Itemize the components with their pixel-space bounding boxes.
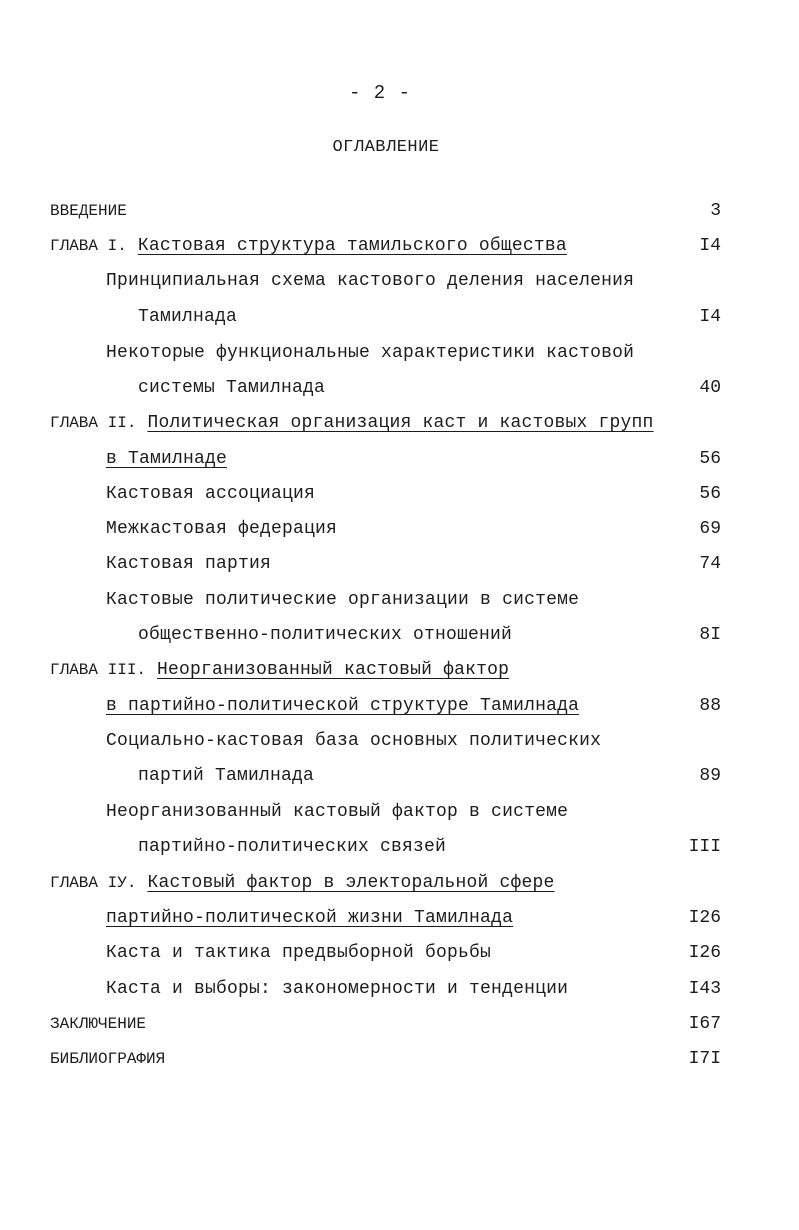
page-title: ОГЛАВЛЕНИЕ (332, 138, 440, 157)
toc-section-1-1-line2: Тамилнада (138, 307, 238, 327)
toc-section-4-1: Каста и тактика предвыборной борьбы (106, 943, 492, 963)
toc-page-chapter-4: I26 (688, 908, 721, 928)
page-number: - 2 - (348, 82, 411, 104)
toc-section-2-3: Кастовая партия (106, 554, 272, 574)
toc-chapter-4-heading (50, 872, 555, 894)
toc-page-chapter-1: I4 (699, 236, 721, 256)
toc-page-conclusion: I67 (688, 1014, 721, 1034)
toc-section-3-2-line1: Неорганизованный кастовый фактор в системе (106, 802, 569, 822)
toc-section-3-1-line2: партий Тамилнада (138, 766, 315, 786)
toc-page-section-1-1: I4 (699, 307, 721, 327)
toc-chapter-4-heading-line2: партийно-политической жизни Тамилнада (106, 908, 514, 928)
toc-chapter-1-heading (50, 235, 567, 257)
toc-page-section-2-4: 8I (699, 625, 721, 645)
toc-chapter-2-heading (50, 412, 654, 434)
toc-section-2-1: Кастовая ассоциация (106, 484, 316, 504)
toc-chapter-2-heading-line2: в Тамилнаде (106, 449, 228, 469)
toc-section-2-2: Межкастовая федерация (106, 519, 338, 539)
toc-section-3-2-line2: партийно-политических связей (138, 837, 447, 857)
toc-chapter-3-heading-line2: в партийно-политической структуре Тамилнада (106, 696, 580, 716)
toc-section-2-4-line1: Кастовые политические организации в системе (106, 590, 580, 610)
chapter-title: Кастовый фактор в электоральной сфере (147, 873, 555, 893)
chapter-label: ГЛАВА III. (50, 661, 147, 679)
toc-page-section-2-3: 74 (699, 554, 721, 574)
toc-page-bibliography: I7I (688, 1049, 721, 1069)
toc-page-chapter-3: 88 (699, 696, 721, 716)
toc-page-introduction: 3 (710, 201, 721, 221)
toc-section-3-1-line1: Социально-кастовая база основных политических (106, 731, 602, 751)
toc-section-1-2-line1: Некоторые функциональные характеристики кастовой (106, 343, 635, 363)
toc-section-2-4-line2: общественно-политических отношений (138, 625, 513, 645)
toc-page-section-2-2: 69 (699, 519, 721, 539)
chapter-title: Неорганизованный кастовый фактор (157, 660, 510, 680)
toc-entry-conclusion: ЗАКЛЮЧЕНИЕ (50, 1015, 147, 1033)
toc-entry-introduction: ВВЕДЕНИЕ (50, 202, 127, 220)
chapter-title: Кастовая структура тамильского общества (137, 236, 567, 256)
toc-page-section-4-1: I26 (688, 943, 721, 963)
toc-page-section-2-1: 56 (699, 484, 721, 504)
toc-entry-bibliography: БИБЛИОГРАФИЯ (50, 1050, 166, 1068)
toc-section-4-2: Каста и выборы: закономерности и тенденции (106, 979, 569, 999)
chapter-title: Политическая организация каст и кастовых групп (147, 413, 654, 433)
chapter-label: ГЛАВА II. (50, 414, 137, 432)
toc-page-section-4-2: I43 (688, 979, 721, 999)
toc-page-chapter-2: 56 (699, 449, 721, 469)
toc-chapter-3-heading (50, 659, 509, 681)
toc-page-section-3-1: 89 (699, 766, 721, 786)
toc-page-section-1-2: 40 (699, 378, 721, 398)
toc-section-1-2-line2: системы Тамилнада (138, 378, 326, 398)
toc-section-1-1-line1: Принципиальная схема кастового деления населения (106, 271, 635, 291)
toc-page-section-3-2: III (688, 837, 721, 857)
chapter-label: ГЛАВА I. (50, 237, 127, 255)
chapter-label: ГЛАВА IУ. (50, 874, 137, 892)
